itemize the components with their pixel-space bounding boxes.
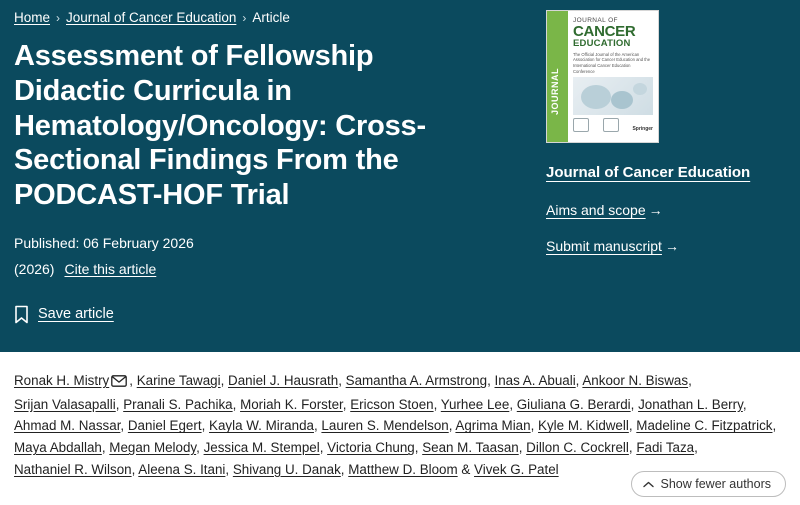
cover-spine — [547, 11, 568, 142]
author-separator: , — [131, 461, 139, 477]
author-link[interactable]: Aleena S. Itani — [138, 461, 226, 477]
arrow-right-icon: → — [648, 202, 663, 218]
authors-list — [14, 370, 786, 481]
cover-logo-icon — [603, 118, 619, 132]
author-link[interactable]: Giuliana G. Berardi — [516, 396, 631, 412]
aims-and-scope-link[interactable] — [546, 202, 786, 218]
author-link[interactable]: Nathaniel R. Wilson — [14, 461, 132, 477]
author-separator: , — [225, 461, 233, 477]
author-separator: , — [628, 440, 637, 456]
bookmark-icon — [14, 305, 29, 324]
author-link[interactable]: Vivek G. Patel — [474, 461, 559, 477]
author-link[interactable]: Ericson Stoen — [350, 396, 434, 412]
save-article-label[interactable]: Save article — [38, 306, 114, 323]
author-separator: , — [530, 418, 539, 434]
breadcrumb-separator: › — [242, 10, 247, 25]
show-fewer-authors-button[interactable] — [631, 471, 786, 497]
author-separator: , — [196, 440, 204, 456]
author-link[interactable]: Madeline C. Fitzpatrick — [636, 418, 773, 434]
authors-section — [0, 352, 800, 505]
author-separator: , — [628, 418, 637, 434]
author-link[interactable]: Ankoor N. Biswas — [582, 373, 689, 388]
author-separator: , — [772, 418, 777, 434]
author-link[interactable]: Daniel Egert — [127, 418, 202, 434]
volume-year: (2026) — [14, 260, 55, 277]
page-title: Assessment of Fellowship Didactic Curricula in Hematology/Oncology: Cross-Sectional Findings From the PODCAST-HOF Trial — [14, 40, 426, 212]
cover-publisher: Springer — [632, 126, 653, 133]
cover-spine-text: JOURNAL — [550, 67, 560, 115]
author-link[interactable]: Victoria Chung — [327, 440, 415, 456]
author-link[interactable]: Matthew D. Bloom — [348, 461, 458, 477]
author-link[interactable]: Samantha A. Armstrong — [345, 373, 488, 388]
cover-logos — [573, 118, 653, 132]
author-separator: , — [232, 396, 241, 412]
arrow-right-icon: → — [664, 238, 679, 254]
author-separator: , — [220, 373, 229, 388]
breadcrumb-item-home[interactable]: Home — [14, 10, 51, 25]
author-link[interactable]: Jessica M. Stempel — [203, 440, 320, 456]
author-link[interactable]: Ahmad M. Nassar — [14, 418, 121, 434]
author-link[interactable]: Karine Tawagi — [136, 373, 221, 388]
breadcrumb-item-journal[interactable]: Journal of Cancer Education — [66, 10, 237, 25]
author-separator: , — [340, 461, 349, 477]
submit-manuscript-label: Submit manuscript — [546, 238, 662, 254]
author-separator: , — [487, 373, 495, 388]
chevron-up-icon — [643, 477, 654, 491]
author-separator: , — [342, 396, 351, 412]
author-separator: , — [688, 373, 692, 388]
author-link[interactable]: Inas A. Abuali — [494, 373, 576, 388]
cover-eyebrow: JOURNAL OF — [573, 17, 618, 24]
submit-manuscript-link[interactable] — [546, 238, 786, 254]
author-link[interactable]: Kayla W. Miranda — [209, 418, 314, 434]
author-link[interactable]: Shivang U. Danak — [232, 461, 341, 477]
author-ampersand: & — [457, 461, 475, 477]
journal-panel — [546, 10, 786, 254]
journal-cover-image[interactable] — [546, 10, 659, 143]
author-separator: , — [575, 373, 583, 388]
author-separator: , — [101, 440, 110, 456]
cover-logo-icon — [573, 118, 589, 132]
author-separator: , — [509, 396, 517, 412]
author-separator: , — [201, 418, 210, 434]
author-link[interactable]: Fadi Taza — [636, 440, 695, 456]
published-date: Published: 06 February 2026 — [14, 234, 194, 251]
author-link[interactable]: Yurhee Lee — [440, 396, 510, 412]
breadcrumb-item-article: Article — [252, 10, 290, 25]
breadcrumb-separator: › — [56, 10, 61, 25]
author-separator: , — [319, 440, 328, 456]
author-separator: , — [742, 396, 747, 412]
author-separator: , — [120, 418, 128, 434]
author-separator: , — [518, 440, 527, 456]
author-separator: , — [129, 373, 137, 388]
author-link[interactable]: Sean M. Taasan — [422, 440, 519, 456]
cite-this-article-link[interactable]: Cite this article — [64, 260, 157, 277]
citation-row — [14, 261, 786, 277]
cover-artwork — [573, 77, 653, 115]
cover-title-line1: CANCER — [573, 23, 636, 40]
author-separator: , — [448, 418, 456, 434]
author-separator: , — [115, 396, 124, 412]
cover-subtitle: The Official Journal of the American Association for Cancer Education and the International Cancer Education Conference — [573, 51, 651, 74]
journal-name-link[interactable]: Journal of Cancer Education — [546, 164, 751, 181]
author-link[interactable]: Maya Abdallah — [14, 440, 102, 456]
author-separator: , — [313, 418, 322, 434]
author-link[interactable]: Kyle M. Kidwell — [538, 418, 629, 434]
author-link[interactable]: Daniel J. Hausrath — [228, 373, 339, 388]
author-link[interactable]: Jonathan L. Berry — [638, 396, 743, 412]
author-link[interactable]: Lauren S. Mendelson — [321, 418, 449, 434]
corresponding-author-email-icon[interactable] — [111, 372, 127, 394]
author-link[interactable]: Ronak H. Mistry — [14, 373, 110, 388]
author-link[interactable]: Dillon C. Cockrell — [526, 440, 629, 456]
author-separator: , — [414, 440, 423, 456]
aims-and-scope-label: Aims and scope — [546, 202, 646, 218]
author-separator: , — [694, 440, 698, 456]
author-separator: , — [433, 396, 441, 412]
author-link[interactable]: Srijan Valasapalli — [14, 396, 116, 412]
author-link[interactable]: Agrima Mian — [455, 418, 531, 434]
cover-body — [568, 11, 658, 142]
author-separator: , — [338, 373, 346, 388]
save-article-button[interactable] — [14, 305, 786, 324]
author-link[interactable]: Megan Melody — [109, 440, 197, 456]
cover-title-line2: EDUCATION — [573, 38, 631, 50]
author-link[interactable]: Moriah K. Forster — [240, 396, 343, 412]
author-separator: , — [630, 396, 639, 412]
show-fewer-authors-label: Show fewer authors — [660, 477, 771, 491]
author-link[interactable]: Pranali S. Pachika — [123, 396, 233, 412]
